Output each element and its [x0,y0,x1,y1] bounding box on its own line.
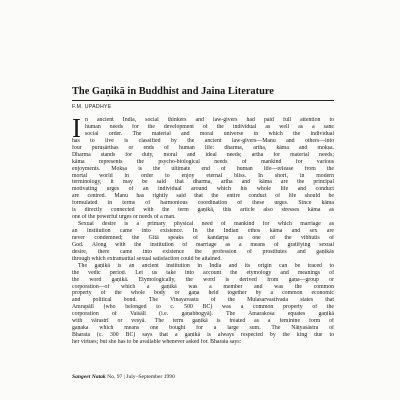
body-line: her virtues; but she has to be available whenever asked for. Bharata says: [72,339,242,345]
body-line: the vedic period. Let us take into account the etymology and meanings of [72,269,334,276]
body-line: corporation—of which a gaṇikā was a member and was the common [72,283,334,290]
journal-issue: No. 97 | July–September 1990 [107,374,175,380]
body-line: property of the whole body or gaṇa held together by a common economic [72,290,334,297]
body-line: has to live is classified by the ancient law-givers—Manu and others—into [72,137,334,144]
body-line: Dharma stands for duty, moral and ideal needs; artha for material needs; [72,151,334,158]
body-line: Sexual desire is a primary physical need of mankind for which marriage as [78,221,334,228]
body-line: desire, there came into existence the profession of prostitutes and gaṇikās [72,248,334,255]
journal-name: Sangeet Natak [72,374,106,380]
body-line: through which extramarital sexual satisfaction could be attained. [72,255,222,262]
body-line: kāma represents the psycho-biological needs of mankind for various [72,158,334,165]
body-line: social order. The material and moral universe in which the individual [85,130,334,137]
body-line: mortal world in order to enjoy eternal bliss. In short, in modern [72,172,334,179]
article-body [72,113,334,346]
body-line: formulated in terms of harmonious coordination of these urges. Since kāma [72,200,334,207]
body-line: is directly connected with the term gaṇikā, this article also stresses kāma as [72,207,334,214]
body-line: the word gaṇikā. Etymologically, the word is derived from gaṇa—group or [72,276,334,283]
body-line: motivating urges of an individual around which his whole life and conduct [72,186,334,193]
body-line: and political bond. The Vinayavastu of the Mulasarvastivada states that [72,297,334,304]
article-author: F.M. UPADHYE [72,104,112,110]
body-line: an institution came into existence. In the Indian ethos kāma and sex are [72,228,334,234]
page-footer [72,374,175,380]
body-line: corporation of Vaiśālī (i.e. gaṇabhogyā). The Amarakośa equates gaṇikā [72,311,334,318]
body-line: The gaṇikā is an ancient institution in India and its origin can be traced to [78,262,334,269]
body-line: with vārastrī or veśyā. The term gaṇikā is treated as a feminine form of [72,318,334,325]
body-line: Bharata (c. 300 BC) says that a gaṇikā is always respected by the king due to [72,332,334,339]
body-line: one of the powerful urges or needs of a man. [72,214,176,221]
body-line: n ancient India, social thinkers and law-givers had paid full attention to [85,117,334,123]
body-line: are centred. Manu has rightly said that the entire conduct of life should be [72,193,334,200]
body-line: God. Along with the institution of marriage as a means of gratifying sexual [72,241,334,248]
body-line: enjoyments. Mokṣa is the ultimate end of human life—release from the [72,165,334,172]
drop-cap: I [72,113,81,143]
body-line: terminology, it may be said that dharma, artha and kāma are the principal [72,179,334,186]
body-line: never condemned; the Gītā speaks of kandarpa as one of the vibhutis of [72,234,334,241]
article [72,86,334,346]
article-title: The Gaṇikā in Buddhist and Jaina Literature [72,86,274,97]
body-line: gaṇaka which means one bought for a large sum. The Nāṭyaśāstra of [72,325,334,332]
body-line: Āmrapālī (who belonged to c. 500 BC) was a common property of the [72,304,334,311]
title-rule [72,100,334,101]
body-line: human needs for the development of the individual as well as a sane [85,123,334,130]
body-line: four puruṣārthas or ends of human life: dharma, artha, kāma and mokṣa. [72,144,334,151]
